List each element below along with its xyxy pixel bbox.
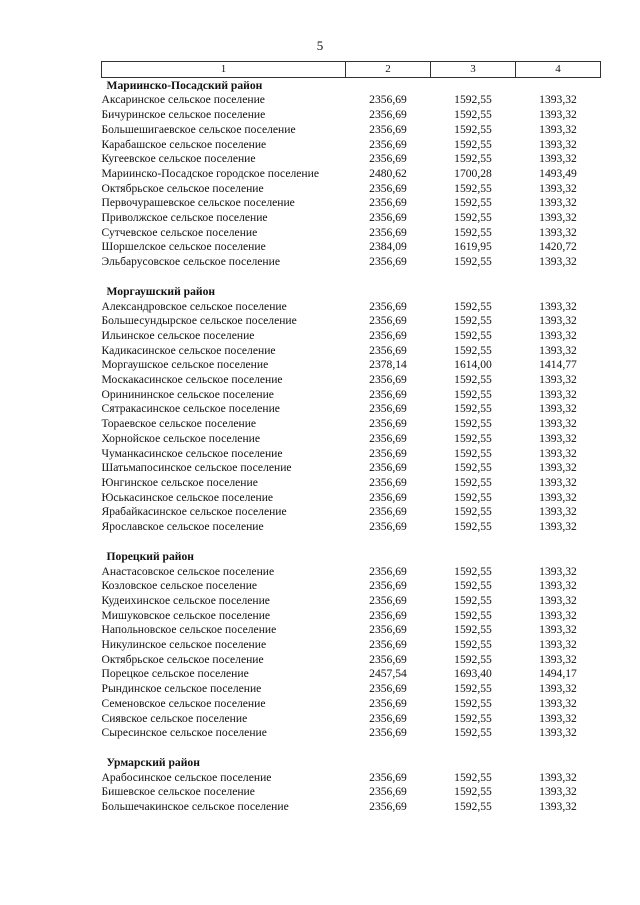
table-row (102, 211, 601, 226)
value-col2-cell: 2384,09 (369, 240, 407, 254)
table-row (102, 579, 601, 594)
table-row (102, 476, 601, 491)
value-col2-cell: 2356,69 (369, 417, 407, 431)
table-row (102, 255, 601, 270)
value-col3-cell: 1592,55 (454, 696, 492, 710)
settlement-name-cell: Порецкое сельское поселение (101, 667, 249, 681)
value-col3-cell: 1592,55 (454, 196, 492, 210)
value-col2-cell: 2356,69 (369, 122, 407, 136)
table-row (102, 196, 601, 211)
district-heading-row (102, 77, 601, 93)
value-col3-cell: 1592,55 (454, 211, 492, 225)
value-col3-cell: 1592,55 (454, 711, 492, 725)
value-col2-cell: 2457,54 (369, 667, 407, 681)
value-col4-cell: 1393,32 (539, 328, 577, 342)
value-col4-cell: 1393,32 (539, 431, 577, 445)
value-col3-cell: 1592,55 (454, 328, 492, 342)
table-row (102, 682, 601, 697)
value-col2-cell: 2356,69 (369, 446, 407, 460)
value-col3-cell: 1592,55 (454, 122, 492, 136)
value-col2-cell: 2356,69 (369, 579, 407, 593)
table-row (102, 565, 601, 580)
table-row (102, 771, 601, 786)
section-spacer (102, 270, 601, 285)
value-col4-cell: 1393,32 (539, 314, 577, 328)
value-col3-cell: 1592,55 (454, 343, 492, 357)
settlement-name-cell: Москакасинское сельское поселение (101, 373, 283, 387)
settlement-name-cell: Большешигаевское сельское поселение (101, 122, 296, 136)
value-col4-cell: 1393,32 (539, 181, 577, 195)
column-header-1: 1 (102, 62, 346, 78)
table-row (102, 123, 601, 138)
page-number: 5 (316, 38, 324, 53)
table-row (102, 373, 601, 388)
value-col2-cell: 2356,69 (369, 211, 407, 225)
value-col3-cell: 1592,55 (454, 579, 492, 593)
settlement-name-cell: Чуманкасинское сельское поселение (101, 446, 283, 460)
table-row (102, 697, 601, 712)
settlement-name-cell: Козловское сельское поселение (101, 579, 258, 593)
value-col3-cell: 1592,55 (454, 652, 492, 666)
value-col4-cell: 1393,32 (539, 196, 577, 210)
table-row (102, 712, 601, 727)
value-col2-cell: 2356,69 (369, 682, 407, 696)
settlement-name-cell: Шатьмапосинское сельское поселение (101, 461, 292, 475)
value-col4-cell: 1393,32 (539, 461, 577, 475)
table-row (102, 226, 601, 241)
value-col3-cell: 1592,55 (454, 299, 492, 313)
value-col3-cell: 1592,55 (454, 314, 492, 328)
value-col3-cell: 1592,55 (454, 682, 492, 696)
settlement-name-cell: Бичуринское сельское поселение (101, 108, 266, 122)
value-col2-cell: 2356,69 (369, 314, 407, 328)
value-col4-cell: 1393,32 (539, 373, 577, 387)
value-col3-cell: 1614,00 (454, 358, 492, 372)
value-col3-cell: 1592,55 (454, 638, 492, 652)
table-row (102, 167, 601, 182)
value-col3-cell: 1592,55 (454, 137, 492, 151)
district-heading: Урмарский район (106, 755, 200, 769)
table-row (102, 800, 601, 815)
value-col2-cell: 2356,69 (369, 593, 407, 607)
settlement-name-cell: Никулинское сельское поселение (101, 638, 267, 652)
value-col3-cell: 1592,55 (454, 446, 492, 460)
value-col3-cell: 1592,55 (454, 108, 492, 122)
section-spacer (102, 535, 601, 550)
value-col3-cell: 1592,55 (454, 402, 492, 416)
value-col4-cell: 1494,17 (539, 667, 577, 681)
table-row (102, 388, 601, 403)
table-header-row (102, 62, 601, 78)
value-col3-cell: 1592,55 (454, 490, 492, 504)
settlement-name-cell: Сыресинское сельское поселение (101, 726, 267, 740)
value-col4-cell: 1393,32 (539, 402, 577, 416)
value-col4-cell: 1393,32 (539, 505, 577, 519)
value-col4-cell: 1393,32 (539, 800, 577, 814)
value-col2-cell: 2356,69 (369, 608, 407, 622)
value-col3-cell: 1619,95 (454, 240, 492, 254)
value-col2-cell: 2356,69 (369, 93, 407, 107)
column-header-2: 2 (346, 62, 431, 78)
value-col2-cell: 2356,69 (369, 108, 407, 122)
settlement-name-cell: Сятракасинское сельское поселение (101, 402, 280, 416)
district-heading: Порецкий район (106, 549, 194, 563)
settlement-name-cell: Хорнойское сельское поселение (101, 431, 261, 445)
settlement-name-cell: Бишевское сельское поселение (101, 785, 255, 799)
value-col3-cell: 1592,55 (454, 520, 492, 534)
value-col3-cell: 1592,55 (454, 152, 492, 166)
settlement-name-cell: Анастасовское сельское поселение (101, 564, 275, 578)
value-col3-cell: 1592,55 (454, 225, 492, 239)
table-row (102, 314, 601, 329)
settlement-name-cell: Напольновское сельское поселение (101, 623, 277, 637)
value-col4-cell: 1393,32 (539, 579, 577, 593)
value-col2-cell: 2356,69 (369, 137, 407, 151)
value-col3-cell: 1592,55 (454, 387, 492, 401)
value-col2-cell: 2356,69 (369, 696, 407, 710)
value-col2-cell: 2356,69 (369, 800, 407, 814)
settlement-name-cell: Эльбарусовское сельское поселение (101, 255, 280, 269)
value-col4-cell: 1393,32 (539, 255, 577, 269)
value-col2-cell: 2356,69 (369, 490, 407, 504)
table-row (102, 667, 601, 682)
value-col2-cell: 2356,69 (369, 196, 407, 210)
value-col4-cell: 1393,32 (539, 682, 577, 696)
settlement-name-cell: Ярославское сельское поселение (101, 520, 264, 534)
value-col2-cell: 2356,69 (369, 564, 407, 578)
value-col2-cell: 2356,69 (369, 785, 407, 799)
settlement-name-cell: Большесундырское сельское поселение (101, 314, 297, 328)
value-col3-cell: 1592,55 (454, 608, 492, 622)
value-col3-cell: 1592,55 (454, 475, 492, 489)
value-col4-cell: 1393,32 (539, 652, 577, 666)
value-col4-cell: 1393,32 (539, 785, 577, 799)
value-col3-cell: 1592,55 (454, 373, 492, 387)
settlement-name-cell: Моргаушское сельское поселение (101, 358, 269, 372)
value-col2-cell: 2356,69 (369, 328, 407, 342)
table-row (102, 520, 601, 535)
settlement-name-cell: Арабосинское сельское поселение (101, 770, 272, 784)
value-col2-cell: 2356,69 (369, 652, 407, 666)
table-row (102, 653, 601, 668)
settlement-name-cell: Кадикасинское сельское поселение (101, 343, 276, 357)
settlement-name-cell: Александровское сельское поселение (101, 299, 287, 313)
table-row (102, 505, 601, 520)
value-col4-cell: 1393,32 (539, 638, 577, 652)
value-col4-cell: 1393,32 (539, 387, 577, 401)
value-col2-cell: 2356,69 (369, 343, 407, 357)
settlement-name-cell: Большечакинское сельское поселение (101, 800, 289, 814)
table-row (102, 623, 601, 638)
value-col4-cell: 1393,32 (539, 564, 577, 578)
value-col2-cell: 2356,69 (369, 711, 407, 725)
settlement-name-cell: Рындинское сельское поселение (101, 682, 262, 696)
value-col2-cell: 2356,69 (369, 152, 407, 166)
settlement-name-cell: Сиявское сельское поселение (101, 711, 248, 725)
table-row (102, 152, 601, 167)
table-row (102, 417, 601, 432)
settlement-name-cell: Мишуковское сельское поселение (101, 608, 271, 622)
value-col4-cell: 1420,72 (539, 240, 577, 254)
value-col2-cell: 2356,69 (369, 181, 407, 195)
table-row (102, 240, 601, 255)
value-col4-cell: 1393,32 (539, 475, 577, 489)
value-col4-cell: 1393,32 (539, 490, 577, 504)
settlement-name-cell: Сутчевское сельское поселение (101, 225, 258, 239)
settlement-name-cell: Карабашское сельское поселение (101, 137, 267, 151)
table-row (102, 182, 601, 197)
value-col3-cell: 1693,40 (454, 667, 492, 681)
settlement-name-cell: Кугеевское сельское поселение (101, 152, 256, 166)
settlement-name-cell: Ильинское сельское поселение (101, 328, 255, 342)
district-heading-row (102, 756, 601, 771)
value-col4-cell: 1393,32 (539, 726, 577, 740)
value-col4-cell: 1393,32 (539, 593, 577, 607)
value-col3-cell: 1592,55 (454, 800, 492, 814)
settlement-name-cell: Семеновское сельское поселение (101, 696, 266, 710)
value-col4-cell: 1393,32 (539, 711, 577, 725)
table-row (102, 300, 601, 315)
value-col4-cell: 1393,32 (539, 122, 577, 136)
value-col4-cell: 1393,32 (539, 152, 577, 166)
value-col3-cell: 1592,55 (454, 461, 492, 475)
value-col4-cell: 1393,32 (539, 343, 577, 357)
settlement-name-cell: Приволжское сельское поселение (101, 211, 268, 225)
value-col2-cell: 2356,69 (369, 520, 407, 534)
value-col3-cell: 1592,55 (454, 623, 492, 637)
value-col3-cell: 1592,55 (454, 431, 492, 445)
table-row (102, 447, 601, 462)
table-row (102, 108, 601, 123)
settlement-name-cell: Юськасинское сельское поселение (101, 490, 274, 504)
table-row (102, 491, 601, 506)
settlement-name-cell: Юнгинское сельское поселение (101, 475, 258, 489)
value-col4-cell: 1393,32 (539, 137, 577, 151)
table-row (102, 93, 601, 108)
value-col3-cell: 1592,55 (454, 726, 492, 740)
value-col4-cell: 1393,32 (539, 299, 577, 313)
section-spacer (102, 741, 601, 756)
value-col4-cell: 1393,32 (539, 446, 577, 460)
table-row (102, 432, 601, 447)
settlement-name-cell: Шоршелское сельское поселение (101, 240, 266, 254)
value-col4-cell: 1393,32 (539, 108, 577, 122)
value-col4-cell: 1393,32 (539, 93, 577, 107)
settlement-name-cell: Кудеихинское сельское поселение (101, 593, 270, 607)
value-col4-cell: 1393,32 (539, 211, 577, 225)
value-col2-cell: 2356,69 (369, 431, 407, 445)
value-col2-cell: 2356,69 (369, 726, 407, 740)
value-col2-cell: 2378,14 (369, 358, 407, 372)
settlement-name-cell: Тораевское сельское поселение (101, 417, 257, 431)
value-col4-cell: 1414,77 (539, 358, 577, 372)
settlement-name-cell: Октябрьское сельское поселение (101, 652, 264, 666)
value-col2-cell: 2356,69 (369, 475, 407, 489)
table-row (102, 638, 601, 653)
settlement-name-cell: Первочурашевское сельское поселение (101, 196, 295, 210)
value-col2-cell: 2356,69 (369, 505, 407, 519)
value-col2-cell: 2356,69 (369, 461, 407, 475)
value-col4-cell: 1393,32 (539, 225, 577, 239)
table-row (102, 461, 601, 476)
value-col3-cell: 1592,55 (454, 564, 492, 578)
value-col2-cell: 2356,69 (369, 225, 407, 239)
table-row (102, 138, 601, 153)
value-col4-cell: 1393,32 (539, 520, 577, 534)
value-col4-cell: 1393,32 (539, 417, 577, 431)
value-col4-cell: 1393,32 (539, 608, 577, 622)
value-col2-cell: 2356,69 (369, 402, 407, 416)
value-col3-cell: 1592,55 (454, 785, 492, 799)
value-col3-cell: 1592,55 (454, 255, 492, 269)
settlement-name-cell: Октябрьское сельское поселение (101, 181, 264, 195)
table-row (102, 344, 601, 359)
table-row (102, 594, 601, 609)
value-col2-cell: 2356,69 (369, 770, 407, 784)
district-heading: Моргаушский район (106, 284, 216, 298)
value-col3-cell: 1592,55 (454, 417, 492, 431)
table-row (102, 726, 601, 741)
value-col4-cell: 1393,32 (539, 770, 577, 784)
value-col4-cell: 1393,32 (539, 696, 577, 710)
settlement-name-cell: Оринининское сельское поселение (101, 387, 274, 401)
value-col2-cell: 2480,62 (369, 166, 407, 180)
settlement-name-cell: Ярабайкасинское сельское поселение (101, 505, 287, 519)
value-col3-cell: 1592,55 (454, 770, 492, 784)
table-row (102, 609, 601, 624)
value-col2-cell: 2356,69 (369, 623, 407, 637)
value-col4-cell: 1493,49 (539, 166, 577, 180)
value-col3-cell: 1592,55 (454, 181, 492, 195)
table-row (102, 329, 601, 344)
table-row (102, 402, 601, 417)
settlement-name-cell: Мариинско-Посадское городское поселение (101, 166, 319, 180)
table-body (102, 77, 601, 815)
settlement-name-cell: Аксаринское сельское поселение (101, 93, 265, 107)
value-col4-cell: 1393,32 (539, 623, 577, 637)
column-header-3: 3 (431, 62, 516, 78)
value-col3-cell: 1592,55 (454, 93, 492, 107)
value-col2-cell: 2356,69 (369, 299, 407, 313)
column-header-4: 4 (516, 62, 601, 78)
table-row (102, 358, 601, 373)
district-heading-row (102, 550, 601, 565)
value-col3-cell: 1700,28 (454, 166, 492, 180)
value-col2-cell: 2356,69 (369, 387, 407, 401)
value-col3-cell: 1592,55 (454, 505, 492, 519)
value-col2-cell: 2356,69 (369, 255, 407, 269)
district-heading: Мариинско-Посадский район (106, 78, 263, 92)
district-heading-row (102, 285, 601, 300)
tariff-table (101, 61, 601, 815)
table-row (102, 785, 601, 800)
value-col3-cell: 1592,55 (454, 593, 492, 607)
value-col2-cell: 2356,69 (369, 638, 407, 652)
value-col2-cell: 2356,69 (369, 373, 407, 387)
